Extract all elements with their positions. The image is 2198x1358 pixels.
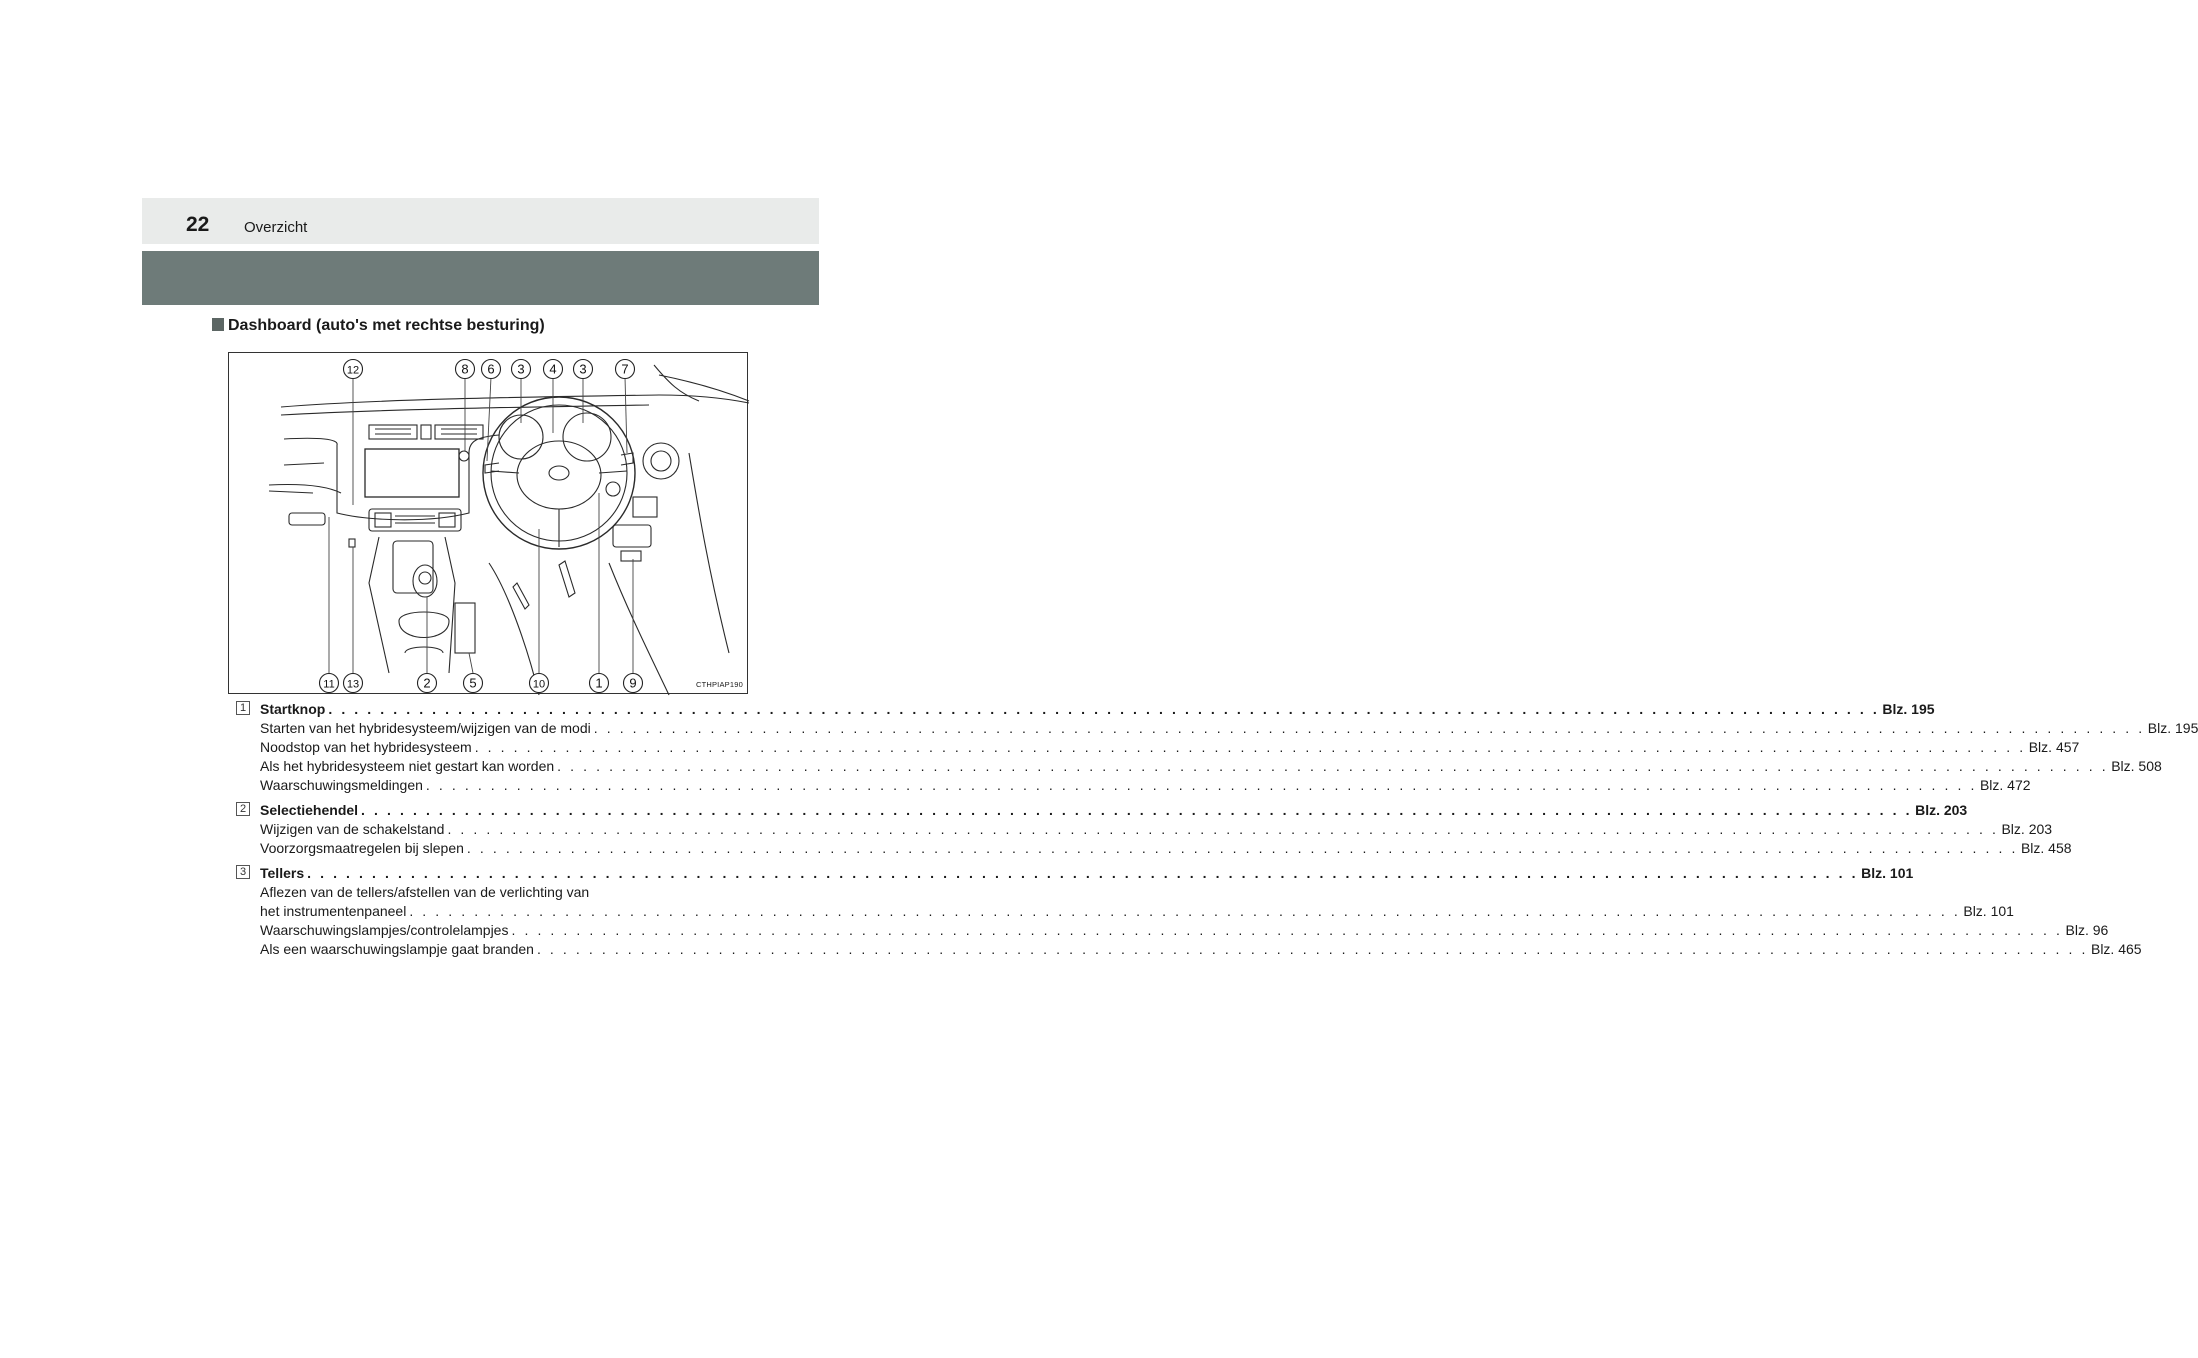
subitem-row	[260, 839, 2072, 858]
callout-5	[464, 674, 483, 693]
subitem-row	[260, 921, 2109, 940]
subitem-text: Wijzigen van de schakelstand	[260, 821, 445, 837]
entry-list	[236, 700, 2198, 965]
page-ref: Blz. 472	[1979, 777, 2031, 793]
callout-label: 4	[549, 361, 557, 377]
side-vent	[643, 443, 679, 479]
entry-2	[236, 801, 2072, 858]
centre-vent-right	[435, 425, 483, 439]
subitem-text: Als het hybridesysteem niet gestart kan worden	[260, 758, 555, 774]
heading-square-icon	[212, 318, 224, 331]
page-ref: Blz. 203	[2001, 821, 2053, 837]
figure-code: CTHPIAP190	[695, 680, 743, 689]
callout-9	[624, 674, 643, 693]
switch-panel	[613, 525, 651, 547]
subitem-text: Aflezen van de tellers/afstellen van de verlichting van	[260, 884, 590, 900]
callout-label: 12	[346, 364, 360, 377]
callout-label: 2	[423, 675, 431, 691]
callout-label: 8	[461, 361, 469, 377]
entry-title: Tellers	[260, 865, 305, 881]
callout-13	[344, 674, 363, 693]
callout-label: 1	[595, 675, 603, 691]
subitem-text: het instrumentenpaneel	[260, 903, 407, 919]
dot-leader: . . . . . . . . . . . . . . . . . . . . . . . . . . . . . . . . . . . . . . . . . . . . . . . . . . . . . . . . . . . . . . . . . . . . . . . . . . . . . . . . . . . . . . . . . . . . . . . . . . . . . . . . . . . . . . . . . . . . . . . .	[536, 941, 2088, 957]
centre-console	[369, 537, 455, 673]
entry-title-row	[260, 864, 1914, 883]
callout-7	[616, 360, 635, 379]
entry-title-row	[260, 801, 1968, 820]
cup-holder	[399, 612, 449, 638]
page-ref: Blz. 96	[2065, 922, 2109, 938]
callouts-bottom	[320, 674, 643, 693]
callout-6	[482, 360, 501, 379]
meter-right	[563, 413, 611, 461]
dot-leader: . . . . . . . . . . . . . . . . . . . . . . . . . . . . . . . . . . . . . . . . . . . . . . . . . . . . . . . . . . . . . . . . . . . . . . . . . . . . . . . . . . . . . . . . . . . . . . . . . . . . . . . . . . . . . . . . . . . . . . . .	[466, 840, 2018, 856]
subitem-text: Voorzorgsmaatregelen bij slepen	[260, 840, 464, 856]
leader-5	[469, 653, 473, 673]
page-ref: Blz. 101	[1861, 865, 1914, 881]
dot-leader: . . . . . . . . . . . . . . . . . . . . . . . . . . . . . . . . . . . . . . . . . . . . . . . . . . . . . . . . . . . . . . . . . . . . . . . . . . . . . . . . . . . . . . . . . . . . . . . . . . . . . . . . . . . . . . . . . . . . . . . .	[361, 802, 1913, 818]
entry-number-box: 2	[236, 802, 250, 816]
page-ref: Blz. 457	[2028, 739, 2080, 755]
glovebox-handle	[289, 513, 325, 525]
page-ref: Blz. 195	[2147, 720, 2198, 736]
hazard-switch	[421, 425, 431, 439]
callout-10	[530, 674, 549, 693]
pedal-right	[559, 561, 575, 597]
entry-title: Selectiehendel	[260, 802, 359, 818]
subitem-row	[260, 757, 2162, 776]
entry-title-row	[260, 700, 1935, 719]
callout-label: 5	[469, 675, 477, 691]
dashboard-drawing	[229, 353, 749, 695]
entry-number-box: 1	[236, 701, 250, 715]
subitem-row	[260, 820, 2053, 839]
dashboard-illustration	[228, 352, 748, 694]
callout-label: 7	[621, 361, 629, 377]
section-name: Overzicht	[244, 219, 308, 236]
page-ref: Blz. 465	[2090, 941, 2142, 957]
callout-12	[344, 360, 363, 379]
callout-label: 10	[532, 678, 546, 691]
page-ref: Blz. 101	[1963, 903, 2014, 919]
subitem-row	[260, 719, 2198, 738]
callout-label: 3	[579, 361, 587, 377]
parking-brake	[455, 603, 475, 653]
callout-2	[418, 674, 437, 693]
title-band	[142, 251, 819, 305]
pedal-left	[513, 583, 529, 609]
centre-vent-left	[369, 425, 417, 439]
dot-leader: . . . . . . . . . . . . . . . . . . . . . . . . . . . . . . . . . . . . . . . . . . . . . . . . . . . . . . . . . . . . . . . . . . . . . . . . . . . . . . . . . . . . . . . . . . . . . . . . . . . . . . . . . . . . . . . . . . . . . . . .	[425, 777, 1977, 793]
callout-3	[512, 360, 531, 379]
callout-label: 6	[487, 361, 495, 377]
callout-label: 3	[517, 361, 525, 377]
leader-6	[487, 377, 491, 461]
callout-label: 9	[629, 675, 637, 691]
subitem-row	[260, 738, 2080, 757]
page-ref: Blz. 458	[2020, 840, 2072, 856]
dot-leader: . . . . . . . . . . . . . . . . . . . . . . . . . . . . . . . . . . . . . . . . . . . . . . . . . . . . . . . . . . . . . . . . . . . . . . . . . . . . . . . . . . . . . . . . . . . . . . . . . . . . . . . . . . . . . . . . . . . . . . . .	[409, 903, 1961, 919]
leader-7	[625, 377, 627, 453]
page-ref: Blz. 508	[2111, 758, 2162, 774]
callouts-top	[344, 360, 635, 379]
start-button-1	[606, 482, 620, 496]
switch-9	[621, 551, 641, 561]
dot-leader: . . . . . . . . . . . . . . . . . . . . . . . . . . . . . . . . . . . . . . . . . . . . . . . . . . . . . . . . . . . . . . . . . . . . . . . . . . . . . . . . . . . . . . . . . . . . . . . . . . . . . . . . . . . . . . . . . . . . . . . .	[593, 720, 2145, 736]
toyota-emblem	[549, 466, 569, 480]
callout-label: 13	[346, 678, 360, 691]
subitem-row	[260, 776, 2031, 795]
page-number: 22	[186, 213, 210, 236]
page-ref: Blz. 195	[1882, 701, 1935, 717]
subitem-row	[260, 940, 2142, 959]
subitem-text: Waarschuwingsmeldingen	[260, 777, 423, 793]
display-screen	[365, 449, 459, 497]
heading-text: Dashboard (auto's met rechtse besturing)	[228, 317, 545, 334]
subitem-text: Noodstop van het hybridesysteem	[260, 739, 472, 755]
entry-1	[236, 700, 2198, 795]
section-heading	[212, 318, 545, 334]
stalk-right	[621, 453, 633, 465]
dot-leader: . . . . . . . . . . . . . . . . . . . . . . . . . . . . . . . . . . . . . . . . . . . . . . . . . . . . . . . . . . . . . . . . . . . . . . . . . . . . . . . . . . . . . . . . . . . . . . . . . . . . . . . . . . . . . . . . . . . . . . . .	[511, 922, 2063, 938]
page-ref: Blz. 203	[1915, 802, 1968, 818]
subitem-row	[260, 902, 2014, 921]
small-switch-13	[349, 539, 355, 547]
entry-3	[236, 864, 2142, 959]
callout-1	[590, 674, 609, 693]
button-8	[459, 451, 469, 461]
dash-contour	[284, 435, 499, 520]
subitem-text: Waarschuwingslampjes/controlelampjes	[260, 922, 509, 938]
entry-title: Startknop	[260, 701, 326, 717]
steering-hub	[517, 441, 601, 509]
dash-lower-left	[269, 484, 341, 493]
dot-leader: . . . . . . . . . . . . . . . . . . . . . . . . . . . . . . . . . . . . . . . . . . . . . . . . . . . . . . . . . . . . . . . . . . . . . . . . . . . . . . . . . . . . . . . . . . . . . . . . . . . . . . . . . . . . . . . . . . . . . . . .	[447, 821, 1999, 837]
callout-label: 11	[323, 678, 335, 691]
subitem-text: Starten van het hybridesysteem/wijzigen van de modi	[260, 720, 591, 736]
callout-4	[544, 360, 563, 379]
callout-3	[574, 360, 593, 379]
callout-11	[320, 674, 339, 693]
entry-number-box: 3	[236, 865, 250, 879]
subitem-text: Als een waarschuwingslampje gaat branden	[260, 941, 534, 957]
dot-leader: . . . . . . . . . . . . . . . . . . . . . . . . . . . . . . . . . . . . . . . . . . . . . . . . . . . . . . . . . . . . . . . . . . . . . . . . . . . . . . . . . . . . . . . . . . . . . . . . . . . . . . . . . . . . . . . . . . . . . . . .	[307, 865, 1859, 881]
dot-leader: . . . . . . . . . . . . . . . . . . . . . . . . . . . . . . . . . . . . . . . . . . . . . . . . . . . . . . . . . . . . . . . . . . . . . . . . . . . . . . . . . . . . . . . . . . . . . . . . . . . . . . . . . . . . . . . . . . . . . . . .	[328, 701, 1880, 717]
stalk-left	[485, 463, 499, 473]
dot-leader: . . . . . . . . . . . . . . . . . . . . . . . . . . . . . . . . . . . . . . . . . . . . . . . . . . . . . . . . . . . . . . . . . . . . . . . . . . . . . . . . . . . . . . . . . . . . . . . . . . . . . . . . . . . . . . . . . . . . . . . .	[474, 739, 2026, 755]
dot-leader: . . . . . . . . . . . . . . . . . . . . . . . . . . . . . . . . . . . . . . . . . . . . . . . . . . . . . . . . . . . . . . . . . . . . . . . . . . . . . . . . . . . . . . . . . . . . . . . . . . . . . . . . . . . . . . . . . . . . . . . .	[557, 758, 2109, 774]
callout-8	[456, 360, 475, 379]
dash-top-line	[281, 395, 749, 407]
